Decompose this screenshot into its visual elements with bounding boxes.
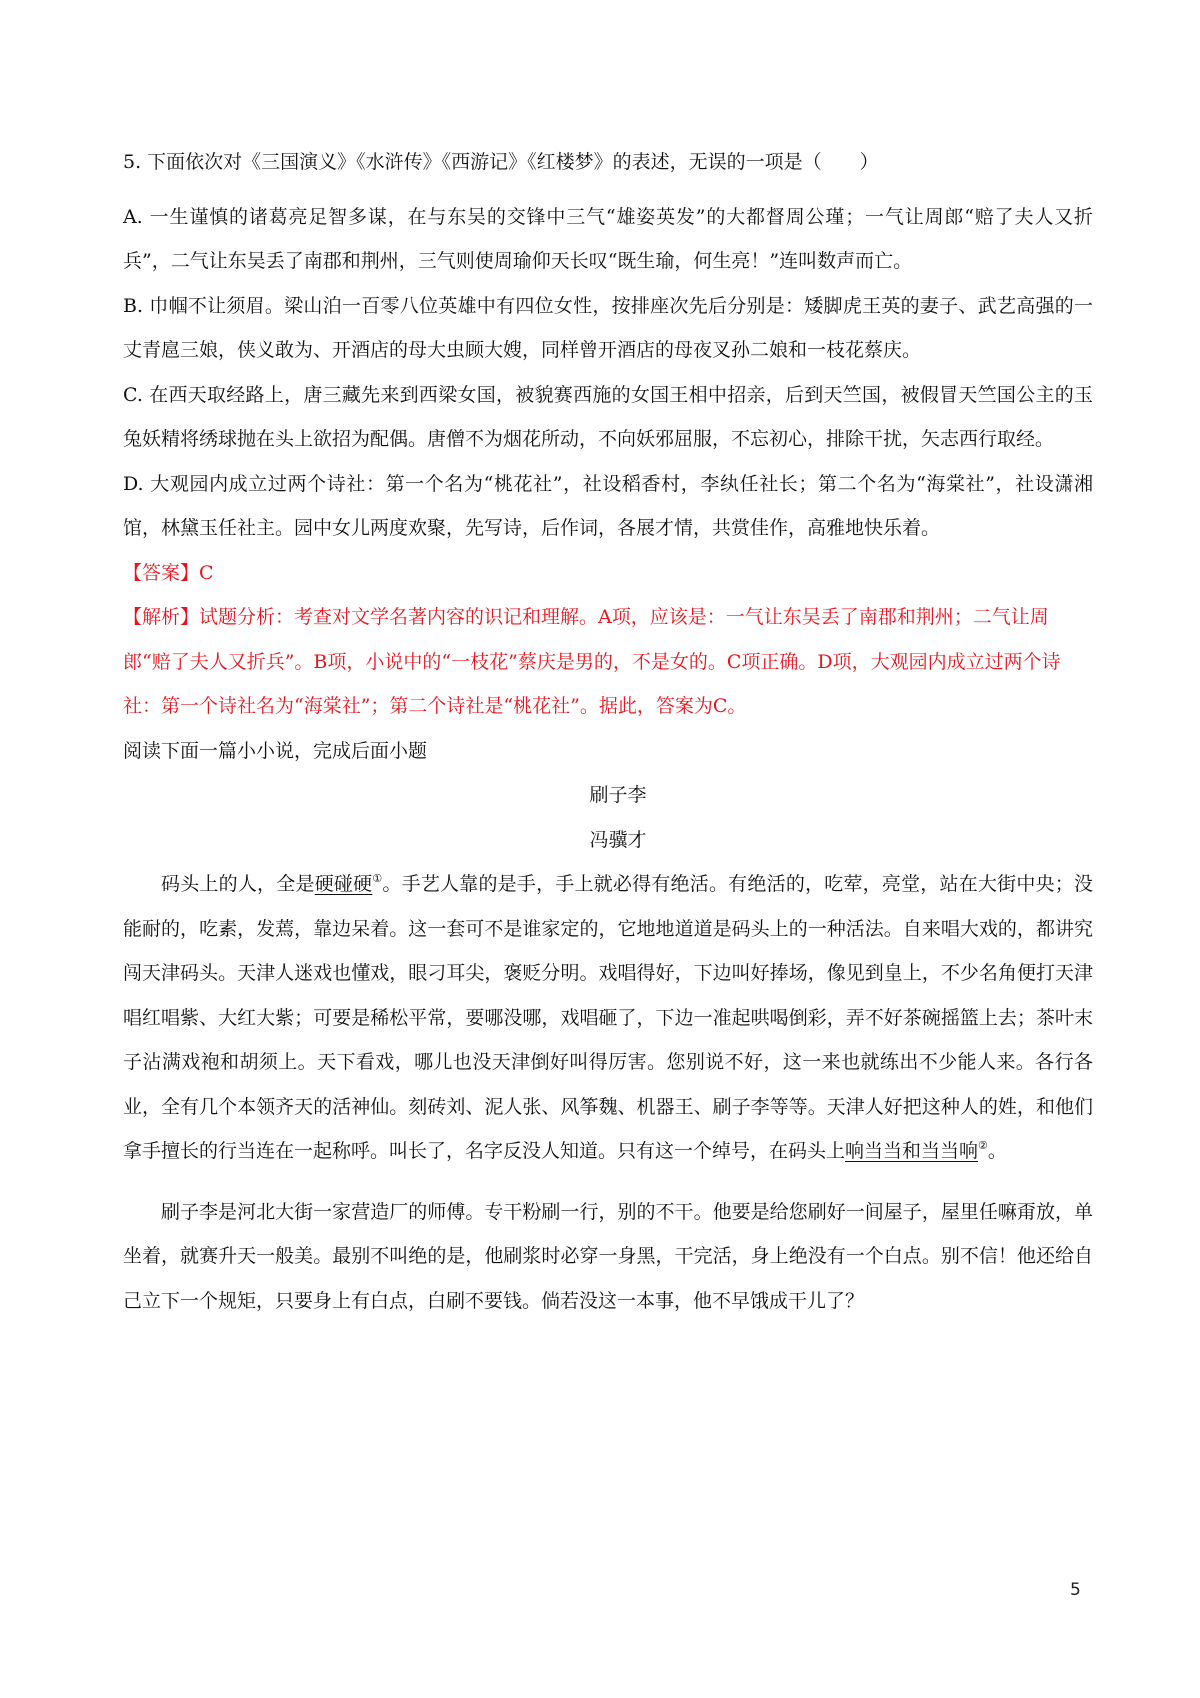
footnote-marker: ②: [978, 1139, 988, 1152]
underlined-term: 响当当和当当响: [845, 1140, 979, 1162]
story-text: 。手艺人靠的是手，手上就必得有绝活。有绝活的，吃荤，亮堂，站在大街中央；没能耐的，吃素，发蔫，靠边呆着。这一套可不是谁家定的，它地地道道是码头上的一种活法。自来唱大戏的，都讲究闯天津码头。天津人迷戏也懂戏，眼刁耳尖，褒贬分明。戏唱得好，下边叫好捧场，像见到皇上，不少名角便打天津唱红唱紫、大红大紫；可要是稀松平常，要哪没哪，戏唱砸了，下边一准起哄喝倒彩，弄不好茶碗摇篮上去；茶叶末子沾满戏袍和胡须上。天下看戏，哪儿也没天津倒好叫得厉害。您别说不好，这一来也就练出不少能人来。各行各业，全有几个本领齐天的活神仙。刻砖刘、泥人张、风筝魏、机器王、刷子李等等。天津人好把这种人的姓，和他们拿手擅长的行当连在一起称呼。叫长了，名字反没人知道。只有这一个绰号，在码头上: [123, 873, 1093, 1162]
page-number: 5: [1070, 1580, 1081, 1600]
story-text: 码头上的人，全是: [161, 873, 315, 895]
story-paragraph-1: [123, 862, 1093, 1174]
analysis-text: 试题分析：考查对文学名著内容的识记和理解。A项，应该是：一气让东吴丢了南郡和荆州；二气让周郎“赔了夫人又折兵”。B项，小说中的“一枝花”蔡庆是男的，不是女的。C项正确。D项，大观园内成立过两个诗社：第一个诗社名为“海棠社”；第二个诗社是“桃花社”。据此，答案为C。: [123, 606, 1061, 717]
story-author: 冯骥才: [589, 828, 647, 851]
answer-value: C: [199, 561, 214, 584]
story-text: 。: [987, 1140, 1007, 1162]
footnote-marker: ①: [372, 872, 383, 885]
underlined-term: 硬碰硬: [314, 873, 373, 895]
story-title: 刷子李: [589, 784, 647, 806]
question-stem: 5. 下面依次对《三国演义》《水浒传》《西游记》《红楼梦》的表述，无误的一项是（ ）: [123, 151, 879, 173]
option-c: C. 在西天取经路上，唐三藏先来到西梁女国，被貌赛西施的女国王相中招亲，后到天竺国，被假冒天竺国公主的玉兔妖精将绣球抛在头上欲招为配偶。唐僧不为烟花所动，不向妖邪屈服，不忘初心，排除干扰，矢志西行取经。: [123, 383, 1093, 450]
story-body: [123, 862, 1093, 1323]
answer-label: 【答案】: [123, 561, 200, 584]
analysis: [123, 595, 1093, 729]
answer: [123, 551, 1093, 596]
page-content: [123, 150, 1093, 1323]
option-d: D. 大观园内成立过两个诗社：第一个名为“桃花社”，社设稻香村，李纨任社长；第二个名为“海棠社”，社设潇湘馆，林黛玉任社主。园中女儿两度欢聚，先写诗，后作词，各展才情，共赏佳作，高雅地快乐着。: [123, 472, 1093, 539]
reading-instruction: 阅读下面一篇小小说，完成后面小题: [123, 739, 428, 762]
option-b: B. 巾帼不让须眉。梁山泊一百零八位英雄中有四位女性，按排座次先后分别是：矮脚虎王英的妻子、武艺高强的一丈青扈三娘，侠义敢为、开酒店的母大虫顾大嫂，同样曾开酒店的母夜叉孙二娘和一枝花蔡庆。: [123, 294, 1093, 361]
analysis-label: 【解析】: [123, 606, 200, 628]
option-a: A. 一生谨慎的诸葛亮足智多谋，在与东吴的交锋中三气“雄姿英发”的大都督周公瑾；一气让周郎“赔了夫人又折兵”，二气让东吴丢了南郡和荆州，三气则使周瑜仰天长叹“既生瑜，何生亮！”连叫数声而亡。: [123, 205, 1093, 272]
story-paragraph-2: 刷子李是河北大街一家营造厂的师傅。专干粉刷一行，别的不干。他要是给您刷好一间屋子，屋里任嘛甭放，单坐着，就赛升天一般美。最别不叫绝的是，他刷浆时必穿一身黑，干完活，身上绝没有一个白点。别不信！他还给自己立下一个规矩，只要身上有白点，白刷不要钱。倘若没这一本事，他不早饿成干儿了？: [123, 1200, 1093, 1312]
